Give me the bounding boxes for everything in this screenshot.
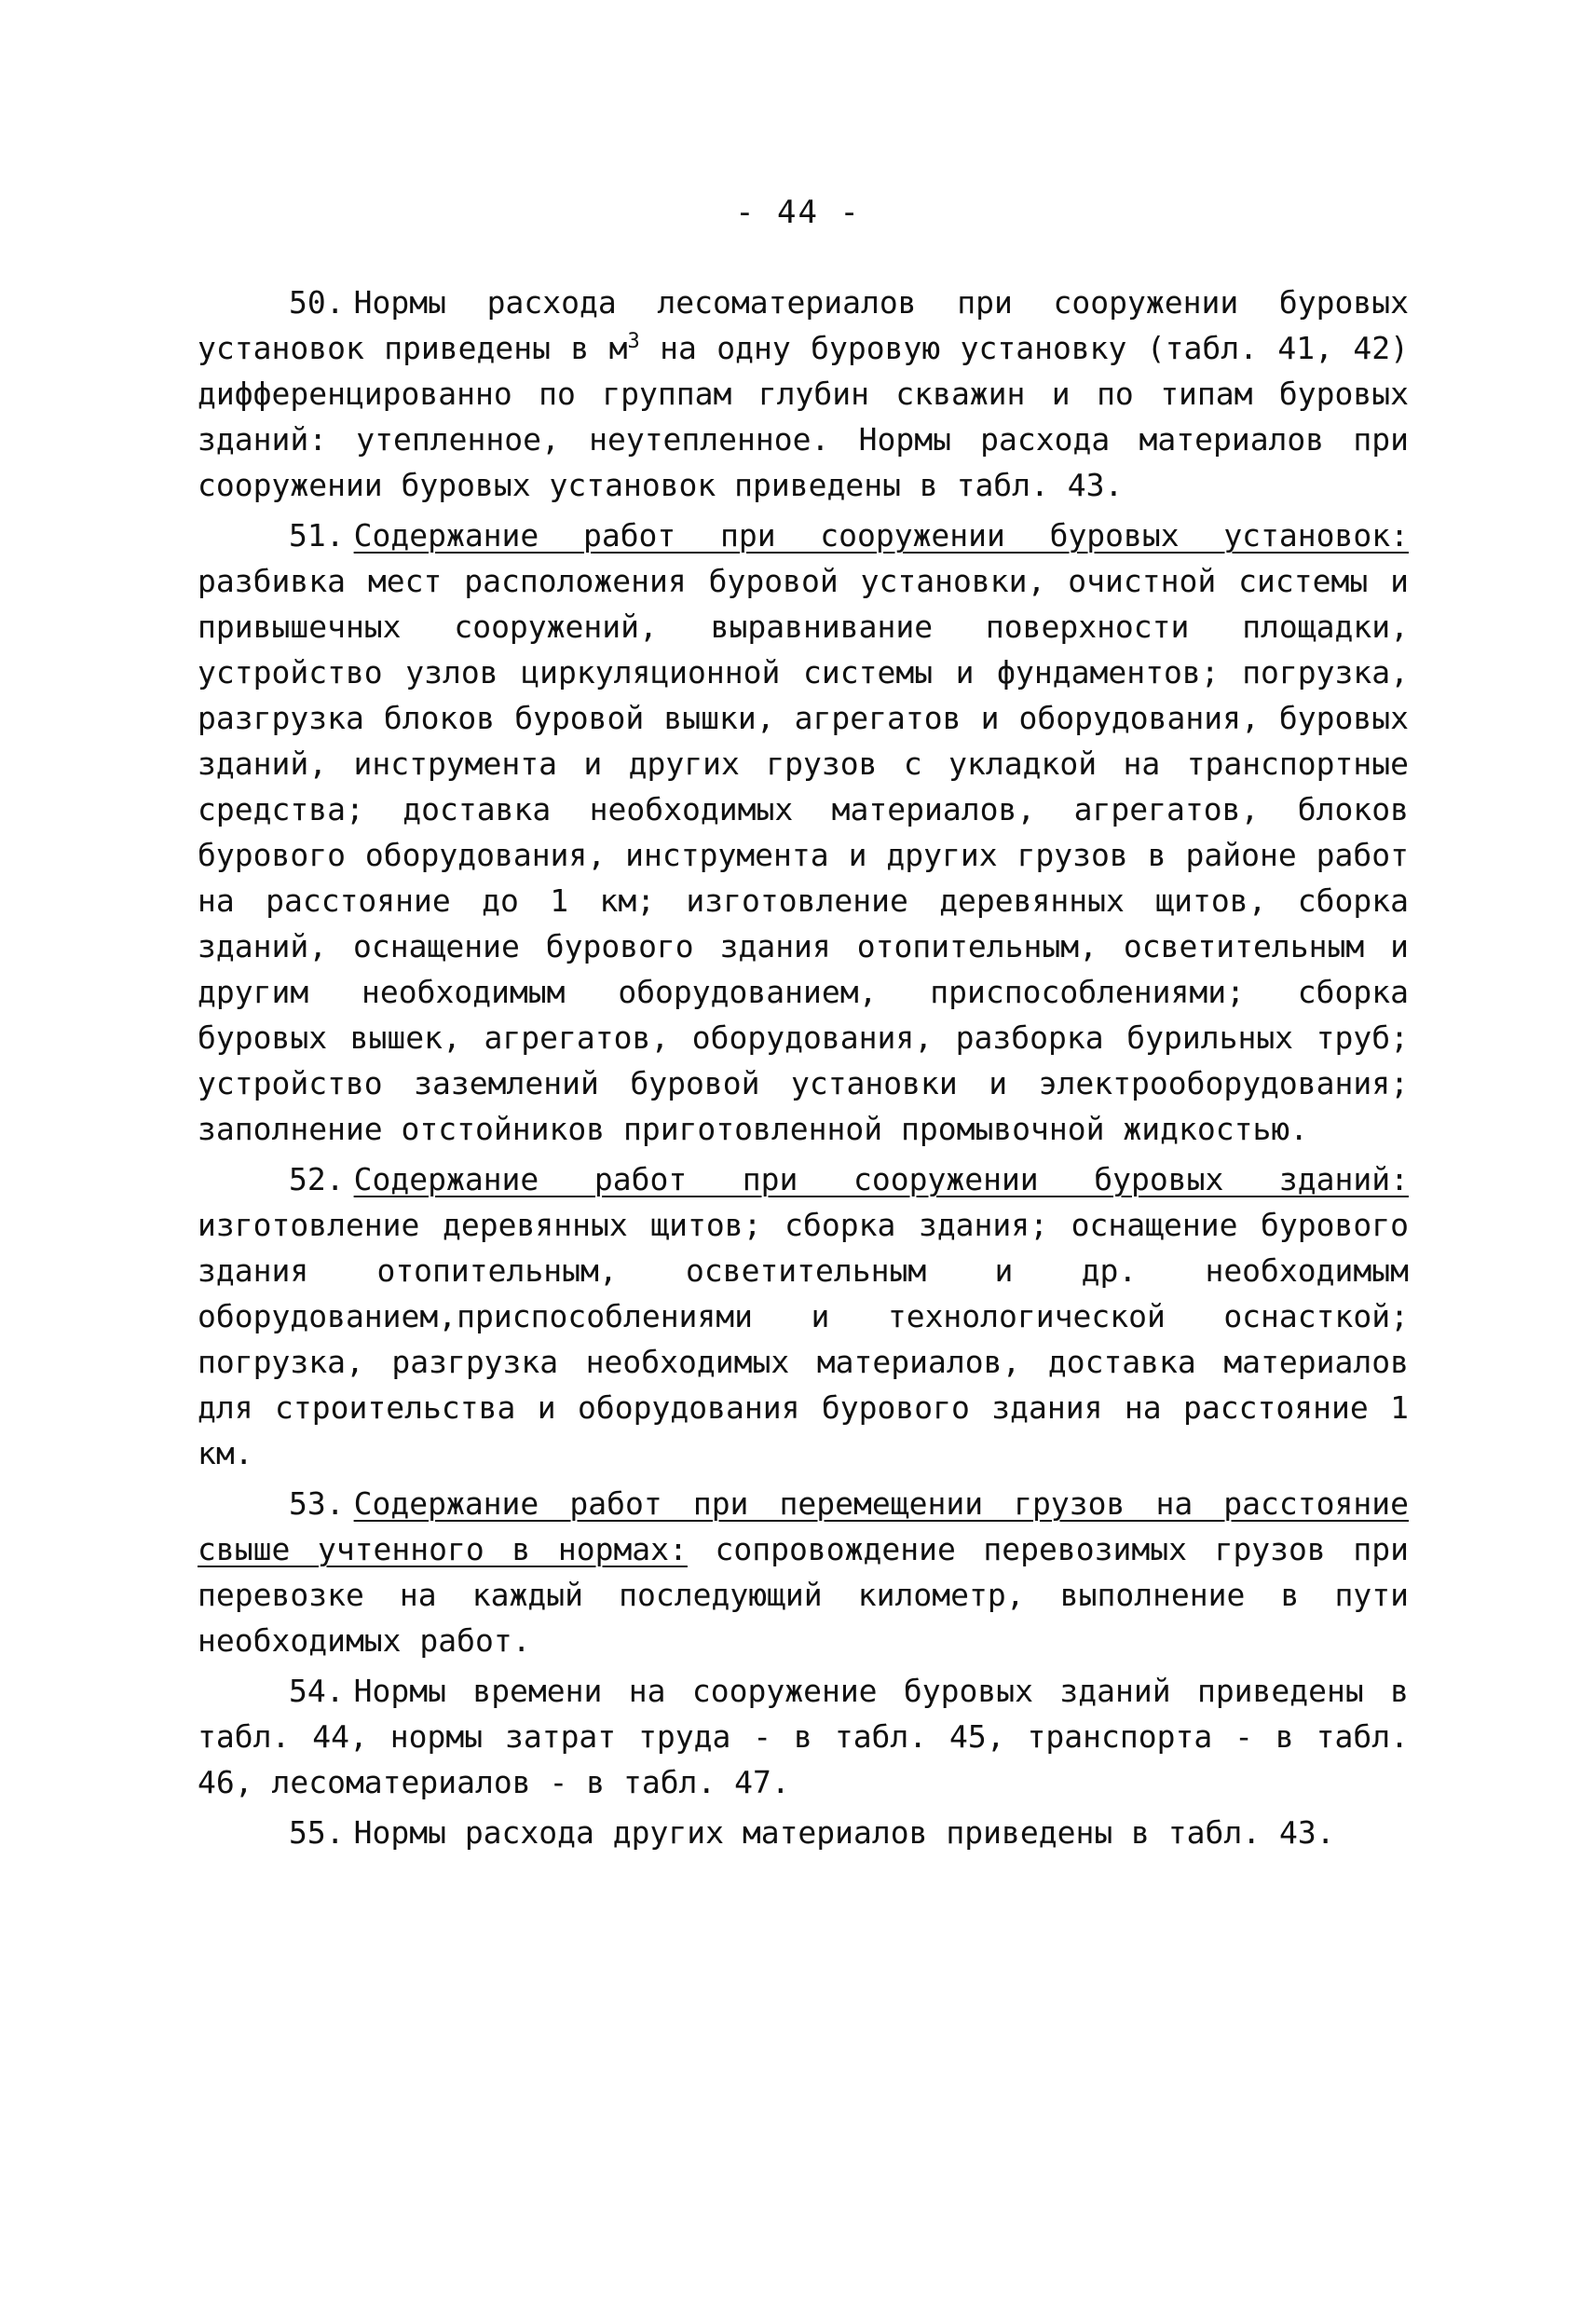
paragraph-heading: Содержание работ при сооружении буровых установок: bbox=[353, 517, 1409, 554]
paragraph-number: 52. bbox=[289, 1161, 345, 1197]
paragraph-text: разбивка мест расположения буровой установки, очистной системы и привышечных сооружений, выравнивание поверхности площадки, устройство узлов циркуляционной системы и фундаментов; погрузка, разгрузка блоков буровой вышки, агрегатов и оборудования, буровых зданий, инструмента и других грузов с укладкой на транспортные средства; доставка необходимых материалов, агрегатов, блоков бурового оборудования, инструмента и других грузов в районе работ на расстояние до 1 км; изготовление деревянных щитов, сборка зданий, оснащение бурового здания отопительным, осветительным и другим необходимым оборудованием, приспособлениями; сборка буровых вышек, агрегатов, оборудования, разборка бурильных труб; устройство заземлений буровой установки и электрооборудования; заполнение отстойников приготовленной промывочной жидкостью. bbox=[198, 563, 1409, 1147]
paragraph-text: Нормы расхода других материалов приведены в табл. 43. bbox=[353, 1814, 1335, 1851]
paragraph-heading: Содержание работ при сооружении буровых зданий: bbox=[353, 1161, 1409, 1197]
paragraph-number: 50. bbox=[289, 284, 345, 321]
paragraph-text: сопровождение перевозимых грузов при перевозке на каждый последующий километр, выполнение в пути необходимых работ. bbox=[198, 1531, 1409, 1659]
superscript: 3 bbox=[627, 330, 640, 353]
document-body bbox=[198, 280, 1409, 1860]
paragraph-text: Нормы расхода лесоматериалов при сооружении буровых установок приведены в м bbox=[198, 284, 1409, 366]
paragraph-53 bbox=[198, 1481, 1409, 1663]
paragraph-text: Нормы времени на сооружение буровых зданий приведены в табл. 44, нормы затрат труда - в табл. 45, транспорта - в табл. 46, лесоматериалов - в табл. 47. bbox=[198, 1673, 1409, 1800]
paragraph-text: изготовление деревянных щитов; сборка здания; оснащение бурового здания отопительным, осветительным и др. необходимым оборудованием,приспособлениями и технологической оснасткой; погрузка, разгрузка необходимых материалов, доставка материалов для строительства и оборудования бурового здания на расстояние 1 км. bbox=[198, 1207, 1409, 1471]
paragraph-50 bbox=[198, 280, 1409, 508]
paragraph-55 bbox=[198, 1810, 1409, 1855]
page-number: - 44 - bbox=[735, 194, 861, 231]
paragraph-heading: Содержание работ при перемещении грузов на расстояние свыше учтенного в нормах: bbox=[198, 1485, 1409, 1567]
paragraph-number: 55. bbox=[289, 1814, 345, 1851]
paragraph-text: на одну буровую установку (табл. 41, 42) дифференцированно по группам глубин скважин и по типам буровых зданий: утепленное, неутепленное. Нормы расхода материалов при сооружении буровых установок приведены в табл. 43. bbox=[198, 330, 1409, 503]
paragraph-52 bbox=[198, 1156, 1409, 1476]
paragraph-54 bbox=[198, 1668, 1409, 1805]
paragraph-number: 51. bbox=[289, 517, 345, 554]
paragraph-number: 54. bbox=[289, 1673, 345, 1709]
paragraph-51 bbox=[198, 513, 1409, 1152]
paragraph-number: 53. bbox=[289, 1485, 345, 1522]
